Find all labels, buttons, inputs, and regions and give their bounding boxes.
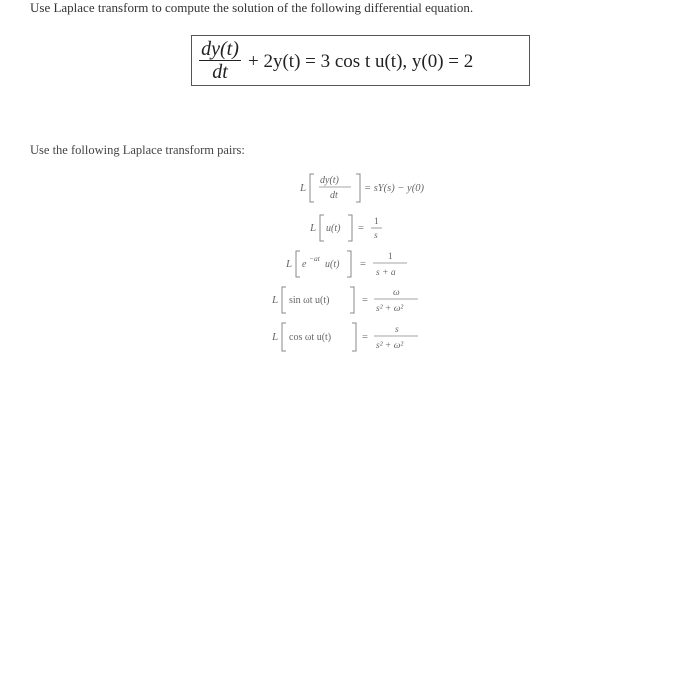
laplace-operator: L (286, 258, 293, 270)
sine-inner: sin ωt u(t) (289, 295, 330, 306)
right-bracket (350, 287, 354, 313)
laplace-operator: L (272, 294, 279, 306)
right-bracket (352, 323, 356, 351)
main-derivative-fraction (198, 38, 242, 83)
cosine-rhs-denominator: s² + ω² (376, 341, 404, 351)
left-bracket (310, 174, 314, 202)
equals-sign: = (362, 295, 368, 306)
exp-inner: u(t) (325, 259, 340, 270)
left-bracket (282, 323, 286, 351)
transform-pair-exponential (276, 246, 426, 282)
right-bracket (348, 215, 352, 241)
derivative-denominator: dt (330, 190, 338, 201)
left-bracket (296, 251, 300, 277)
transform-pair-sine (262, 282, 442, 318)
transform-pair-step (300, 210, 410, 246)
equals-sign: = (358, 223, 364, 234)
main-numerator: dy(t) (201, 38, 239, 60)
equals-sign: = (360, 259, 366, 270)
exp-rhs-denominator: s + a (376, 268, 396, 278)
laplace-operator: L (310, 222, 317, 234)
main-denominator: dt (212, 61, 228, 84)
cosine-rhs-numerator: s (395, 325, 399, 335)
problem-statement: Use Laplace transform to compute the solution of the following differential equation. (30, 0, 474, 15)
sine-rhs-denominator: s² + ω² (376, 304, 404, 314)
laplace-operator: L (300, 182, 307, 194)
sine-rhs-numerator: ω (393, 288, 400, 298)
step-rhs-numerator: 1 (374, 217, 379, 227)
main-equation-rhs: + 2y(t) = 3 cos t u(t), y(0) = 2 (248, 51, 474, 72)
transform-pair-cosine (262, 318, 442, 356)
left-bracket (282, 287, 286, 313)
step-rhs-denominator: s (374, 231, 378, 241)
exp-rhs-numerator: 1 (388, 252, 393, 262)
right-bracket (347, 251, 351, 277)
main-equation-box (191, 35, 530, 86)
exp-exponent: −at (309, 254, 320, 263)
pairs-heading: Use the following Laplace transform pairs: (30, 143, 245, 157)
left-bracket (320, 215, 324, 241)
cosine-inner: cos ωt u(t) (289, 332, 332, 343)
derivative-numerator: dy(t) (320, 175, 339, 186)
derivative-rhs: = sY(s) − y(0) (364, 183, 424, 194)
right-bracket (356, 174, 360, 202)
transform-pair-derivative (290, 170, 470, 210)
laplace-operator: L (272, 331, 279, 343)
step-inner: u(t) (326, 223, 341, 234)
exp-base: e (302, 259, 307, 270)
equals-sign: = (362, 332, 368, 343)
